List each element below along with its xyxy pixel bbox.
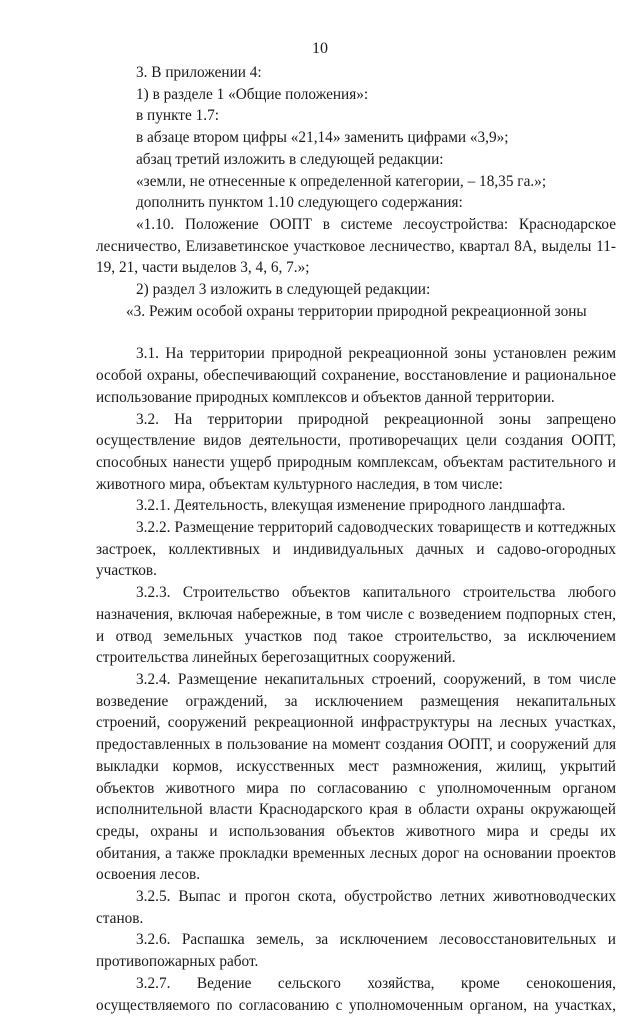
- paragraph-lands: «земли, не отнесенные к определенной категории, – 18,35 га.»;: [136, 172, 547, 190]
- paragraph-3-2-7: 3.2.7. Ведение сельского хозяйства, кроме сенокошения, осуществляемого по согласованию с уполномоченным органом, на участках,: [96, 974, 616, 1014]
- paragraph-point-1-7: в пункте 1.7:: [136, 107, 219, 125]
- paragraph-3-2-3: 3.2.3. Строительство объектов капитального строительства любого назначения, включая набережные, в том числе с возведением подпорных стен, и отвод земельных участков под такое строительство, за исключением строительства линейных берегозащитных сооружений.: [96, 584, 616, 667]
- paragraph-3-2-6: 3.2.6. Распашка земель, за исключением лесовосстановительных и противопожарных работ.: [96, 931, 616, 971]
- page-number: 10: [312, 40, 328, 57]
- paragraph-abzac-3: абзац третий изложить в следующей редакции:: [136, 150, 444, 168]
- paragraph-add-1-10: дополнить пунктом 1.10 следующего содержания:: [136, 194, 463, 212]
- section-title: «3. Режим особой охраны территории природной рекреационной зоны: [126, 302, 587, 320]
- paragraph-3-2-1: 3.2.1. Деятельность, влекущая изменение природного ландшафта.: [136, 497, 566, 515]
- paragraph-subitem-2: 2) раздел 3 изложить в следующей редакции:: [136, 281, 431, 299]
- paragraph-abzac-2: в абзаце втором цифры «21,14» заменить цифрами «3,9»;: [136, 129, 509, 147]
- paragraph-3-2-2: 3.2.2. Размещение территорий садоводческих товариществ и коттеджных застроек, коллективных и индивидуальных дачных и садово-огородных участков.: [96, 519, 616, 580]
- paragraph-3-1: 3.1. На территории природной рекреационной зоны установлен режим особой охраны, обеспечивающий сохранение, восстановление и рациональное использование природных комплексов и объектов данной территории.: [96, 345, 616, 406]
- paragraph-3-2: 3.2. На территории природной рекреационной зоны запрещено осуществление видов деятельности, противоречащих цели создания ООПТ, способных нанести ущерб природным комплексам, объектам растительного и животного мира, объектам культурного наследия, в том числе:: [96, 410, 616, 493]
- paragraph-item-3: 3. В приложении 4:: [136, 64, 262, 81]
- paragraph-3-2-5: 3.2.5. Выпас и прогон скота, обустройство летних животноводческих станов.: [96, 888, 616, 927]
- paragraph-1-10: «1.10. Положение ООПТ в системе лесоустройства: Краснодарское лесничество, Елизаветинское участковое лесничество, квартал 8А, выделы 11-19, 21, части выделов 3, 4, 6, 7.»;: [96, 215, 616, 277]
- document-body: [96, 62, 616, 1016]
- paragraph-subitem-1: 1) в разделе 1 «Общие положения»:: [136, 85, 369, 103]
- paragraph-3-2-4: 3.2.4. Размещение некапитальных строений, сооружений, в том числе возведение ограждений, за исключением размещения некапитальных строений, сооружений рекреационной инфраструктуры на лесных участках, предоставленных в пользование на момент создания ООПТ, и сооружений для выкладки кормов, искусственных мест размножения, жилищ, укрытий объектов животного мира по согласованию с уполномоченным органом исполнительной власти Краснодарского края в области охраны окружающей среды, охраны и использования объектов животного мира и среды их обитания, а также прокладки временных лесных дорог на основании проектов освоения лесов.: [96, 670, 616, 884]
